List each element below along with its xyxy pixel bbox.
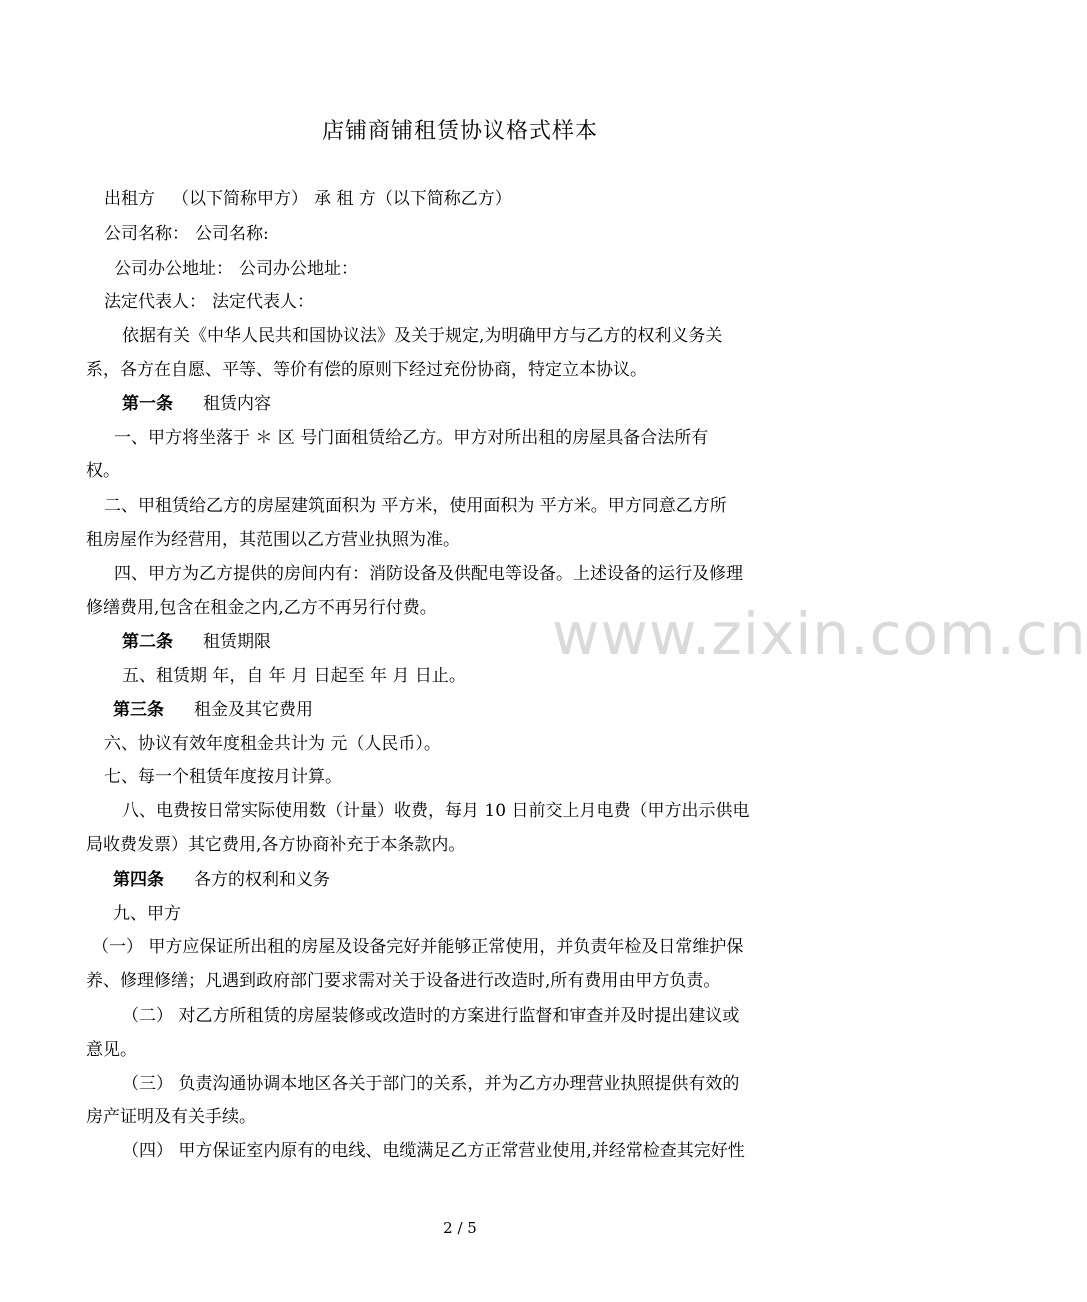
article-3-heading [113,702,313,719]
lessee-label: 承 租 方 [314,189,376,209]
article-1-line: 一、甲方将坐落于 ＊ 区 号门面租赁给乙方。甲方对所出租的房屋具备合法所有 [114,428,709,448]
article-4-line: （二） 对乙方所租赁的房屋装修或改造时的方案进行监督和审查并及时提出建议或 [122,1006,740,1026]
rep-line [104,294,314,311]
article-1-heading [122,396,271,413]
article-4-line: （四） 甲方保证室内原有的电线、电缆满足乙方正常营业使用,并经常检查其完好性 [122,1141,745,1161]
article-3-line: 局收费发票）其它费用,各方协商补充于本条款内。 [86,835,466,855]
article-4-heading [113,872,330,889]
lessor-label: 出租方 [104,189,155,209]
article-4-number: 第四条 [113,870,164,890]
address-a: 公司办公地址： [114,259,233,279]
page-number: 2 / 5 [443,1219,477,1237]
article-2-number: 第二条 [122,632,173,652]
article-1-number: 第一条 [122,394,173,414]
preamble-line-2: 系，各方在自愿、平等、等价有偿的原则下经过充份协商，特定立本协议。 [86,360,647,380]
lessee-note: （以下简称乙方） [375,189,512,209]
article-1-line: 四、甲方为乙方提供的房间内有：消防设备及供配电等设备。上述设备的运行及修理 [114,564,743,584]
article-4-line: 意见。 [86,1040,137,1060]
document-title: 店铺商铺租赁协议格式样本 [321,119,598,144]
company-name-line [104,226,269,243]
article-3-title: 租金及其它费用 [194,700,313,720]
article-4-line: （一） 甲方应保证所出租的房屋及设备完好并能够正常使用，并负责年检及日常维护保 [92,937,744,957]
article-3-line: 七、每一个租赁年度按月计算。 [104,767,342,787]
rep-a: 法定代表人： [104,292,206,312]
article-1-line: 权。 [86,461,120,481]
article-3-line: 六、协议有效年度租金共计为 元（人民币）。 [104,734,441,754]
article-4-line: （三） 负责沟通协调本地区各关于部门的关系，并为乙方办理营业执照提供有效的 [122,1074,740,1094]
article-4-title: 各方的权利和义务 [194,870,330,890]
article-1-title: 租赁内容 [203,394,271,414]
article-2-title: 租赁期限 [203,632,271,652]
article-1-line: 租房屋作为经营用，其范围以乙方营业执照为准。 [86,530,460,550]
article-1-line: 修缮费用,包含在租金之内,乙方不再另行付费。 [86,598,437,618]
preamble-line-1: 依据有关《中华人民共和国协议法》及关于规定,为明确甲方与乙方的权利义务关 [122,326,723,346]
article-3-line: 八、电费按日常实际使用数（计量）收费，每月 10 日前交上月电费（甲方出示供电 [122,801,750,821]
company-name-a: 公司名称： [104,224,189,244]
article-1-line: 二、甲租赁给乙方的房屋建筑面积为 平方米，使用面积为 平方米。甲方同意乙方所 [104,496,727,516]
article-3-number: 第三条 [113,700,164,720]
address-line [114,261,358,278]
article-4-line: 九、甲方 [113,904,181,924]
parties-line [104,191,512,208]
lessor-note: （以下简称甲方） [172,189,308,209]
company-name-b: 公司名称: [195,224,269,244]
rep-b: 法定代表人： [212,292,314,312]
article-4-line: 房产证明及有关手续。 [86,1107,256,1127]
article-2-line: 五、租赁期 年，自 年 月 日起至 年 月 日止。 [122,666,466,686]
address-b: 公司办公地址： [239,259,358,279]
article-2-heading [122,634,271,651]
watermark: www.zixin.com.cn [552,600,1087,668]
article-4-line: 养、修理修缮；凡遇到政府部门要求需对关于设备进行改造时,所有费用由甲方负责。 [86,971,721,991]
